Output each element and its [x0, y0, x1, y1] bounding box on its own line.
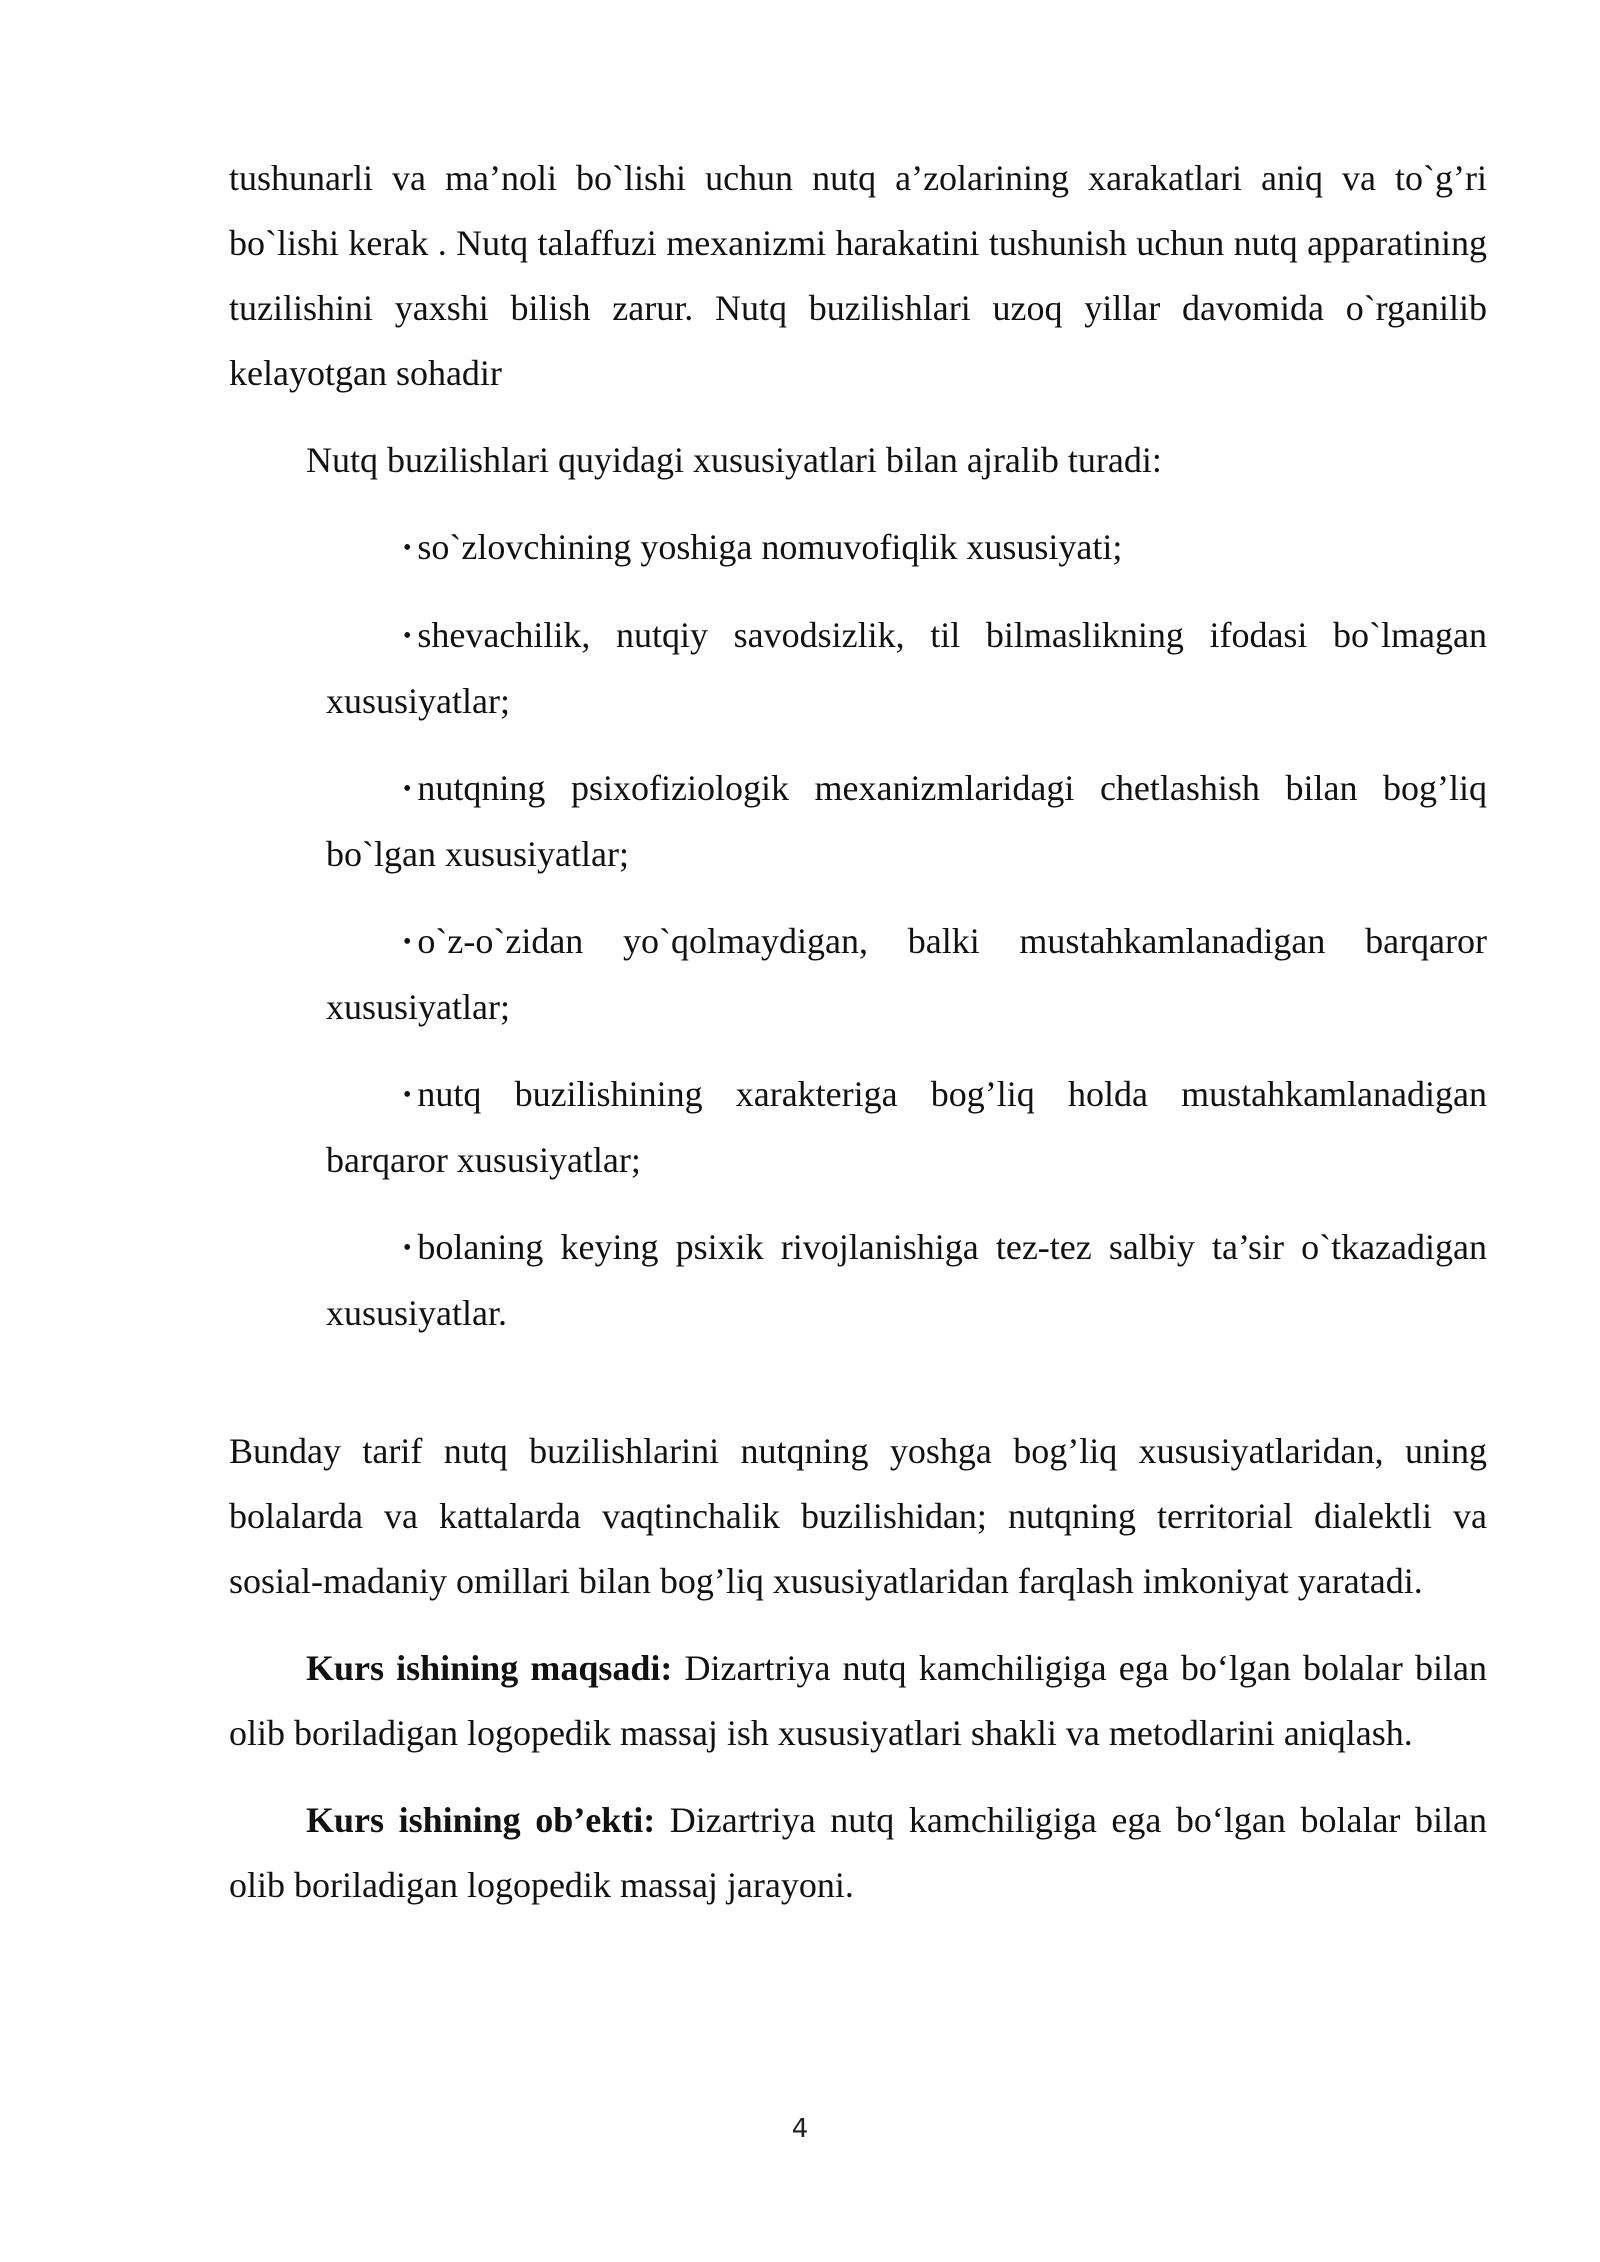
list-item-text: so`zlovchining yoshiga nomuvofiqlik xususiyati;	[417, 527, 1123, 567]
bullet-icon: •	[403, 1235, 412, 1261]
bullet-icon: •	[403, 623, 412, 649]
list-item-text: nutq buzilishining xarakteriga bog’liq holda mustahkamlanadigan barqaror xususiyatlar;	[326, 1074, 1487, 1180]
list-item-text: shevachilik, nutqiy savodsizlik, til bilmaslikning ifodasi bo`lmagan xususiyatlar;	[326, 615, 1487, 721]
object-text: Dizartriya nutq kamchiligiga ega bo‘lgan bolalar bilan olib boriladigan logopedik massaj jarayoni.	[229, 1800, 1487, 1905]
bullet-icon: •	[403, 929, 412, 955]
list-item	[326, 1062, 1487, 1193]
list-item	[326, 909, 1487, 1040]
bullet-icon: •	[403, 535, 412, 561]
object-label: Kurs ishining ob’ekti:	[306, 1800, 656, 1840]
document-page	[229, 146, 1487, 1918]
page-number: 4	[791, 2114, 809, 2144]
bullet-icon: •	[403, 1082, 412, 1108]
list-item	[326, 515, 1487, 581]
list-item-text: bolaning keying psixik rivojlanishiga tez-tez salbiy ta’sir o`tkazadigan xususiyatlar.	[326, 1227, 1487, 1333]
list-lead-paragraph: Nutq buzilishlari quyidagi xususiyatlari bilan ajralib turadi:	[306, 440, 1162, 480]
list-item	[326, 756, 1487, 887]
list-item	[326, 603, 1487, 734]
features-list	[326, 515, 1487, 1346]
list-item-text: nutqning psixofiziologik mexanizmlaridagi chetlashish bilan bog’liq bo`lgan xususiyatlar;	[326, 768, 1487, 874]
definition-paragraph: Bunday tarif nutq buzilishlarini nutqning yoshga bog’liq xususiyatlaridan, uning bolalarda va kattalarda vaqtinchalik buzilishidan; nutqning territorial dialektli va sosial-madaniy omillari bilan bog’liq xususiyatlaridan farqlash imkoniyat yaratadi.	[229, 1431, 1487, 1601]
list-item-text: o`z-o`zidan yo`qolmaydigan, balki mustahkamlanadigan barqaror xususiyatlar;	[326, 921, 1487, 1027]
object-paragraph	[229, 1788, 1487, 1918]
list-item	[326, 1215, 1487, 1346]
goal-text: Dizartriya nutq kamchiligiga ega bo‘lgan bolalar bilan olib boriladigan logopedik massaj ish xususiyatlari shakli va metodlarini aniqlash.	[229, 1648, 1487, 1753]
bullet-icon: •	[403, 776, 412, 802]
goal-label: Kurs ishining maqsadi:	[306, 1648, 673, 1688]
goal-paragraph	[229, 1636, 1487, 1766]
intro-paragraph: tushunarli va ma’noli bo`lishi uchun nutq a’zolarining xarakatlari aniq va to`g’ri bo`lishi kerak . Nutq talaffuzi mexanizmi harakatini tushunish uchun nutq apparatining tuzilishini yaxshi bilish zarur. Nutq buzilishlari uzoq yillar davomida o`rganilib kelayotgan sohadir	[229, 158, 1487, 393]
